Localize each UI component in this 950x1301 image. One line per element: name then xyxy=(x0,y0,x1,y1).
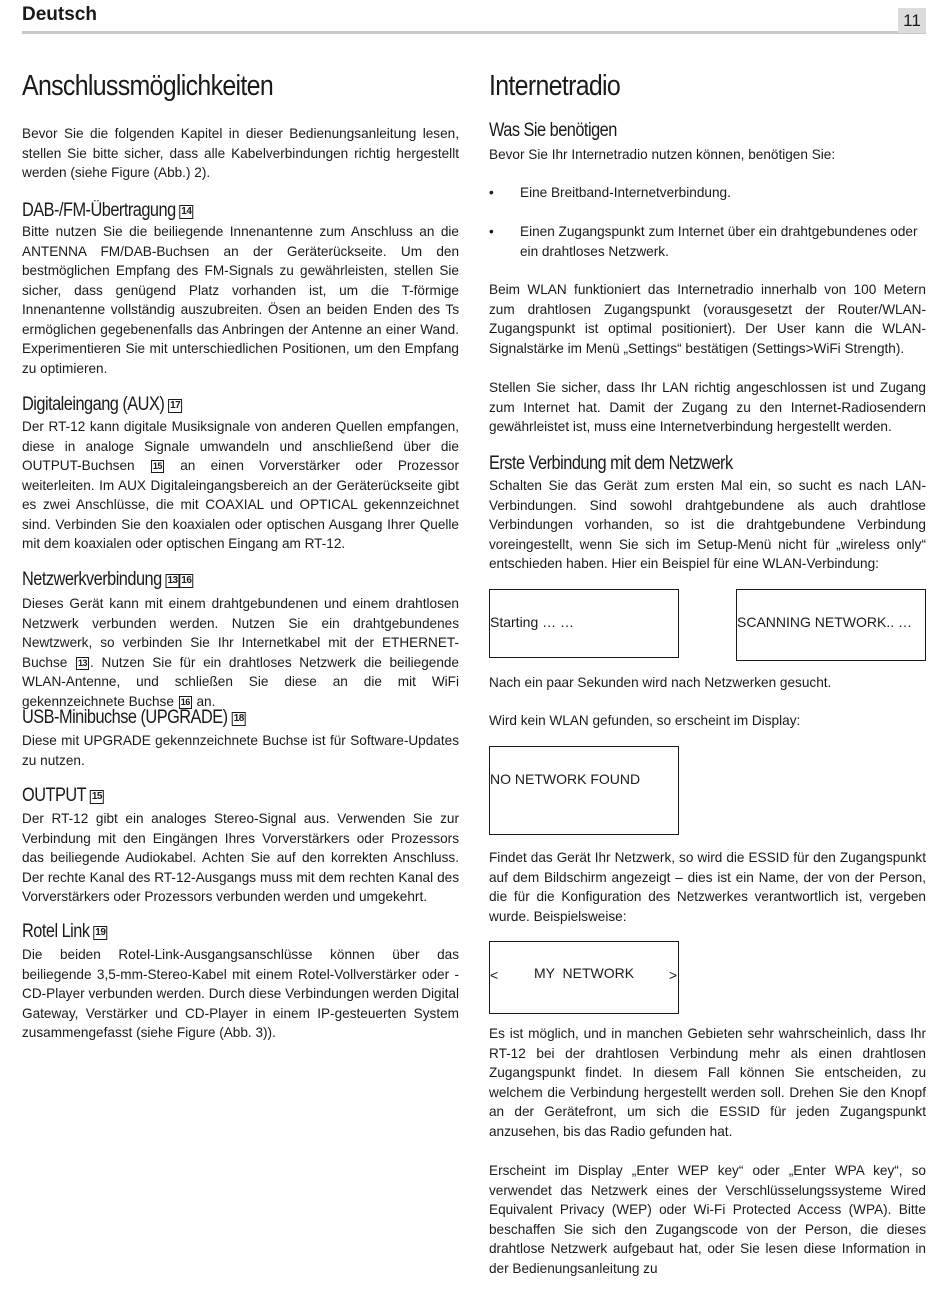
after-scan-text: Nach ein paar Sekunden wird nach Netzwerken gesucht. xyxy=(489,675,832,690)
reference-badge: 14 xyxy=(181,206,192,217)
reference-badge: 16 xyxy=(181,575,192,586)
text-part: an einen Vorverstärker oder Prozessor weiterleiten. Im AUX Digitaleingangsbereich an der Geräterückseite gibt es zwei Anschlüsse, die mit COAXIAL und OPTICAL gekennzeichnet sind. Verbinden Sie den koaxialen oder optischen Ausgang Ihrer Quelle mit dem koaxialen oder optischen Eingang am RT-12. xyxy=(22,458,460,551)
display-starting xyxy=(489,589,679,658)
wep-wpa-paragraph: Erscheint im Display „Enter WEP key“ oder „Enter WPA key“, so verwendet das Netzwerk eines der Verschlüsselungssysteme Wired Equivalent Privacy (WEP) oder Wi-Fi Protected Access (WPA). Bitte beschaffen Sie sich den Zugangscode von der Person, die dieses drahtlose Netzwerk aufgebaut hat, oder Sie lesen diese Information in der Bedienungsanleitung zu xyxy=(489,1163,926,1276)
multiple-access-points-paragraph: Es ist möglich, und in manchen Gebieten sehr wahrscheinlich, dass Ihr RT-12 bei der drahtlosen Verbindung mehr als einen drahtlosen Zugangspunkt findet. In diesem Fall können Sie entscheiden, zu welchem die Verbindung hergestellt werden soll. Drehen Sie den Knopf an der Gerätefront, um sich die ESSID für jeden Zugangspunkt anzusehen, bis das Radio gefunden hat. xyxy=(489,1026,926,1139)
dab-fm-heading xyxy=(22,200,194,222)
digital-input-heading xyxy=(22,394,182,416)
output-paragraph: Der RT-12 gibt ein analoges Stereo-Signal aus. Verwenden Sie zur Verbindung mit den Eingängen Ihres Vorverstärkers oder Prozessors das beiliegende Audiokabel. Achten Sie auf den korrekten Anschluss. Der rechte Kanal des RT-12-Ausgangs muss mit dem rechten Kanal des Vorverstärkers oder Prozessors verbunden werden und umgekehrt. xyxy=(22,811,459,904)
reference-badge: 19 xyxy=(95,927,106,938)
no-wlan-text: Wird kein WLAN gefunden, so erscheint im Display: xyxy=(489,713,801,728)
network-paragraph xyxy=(22,594,459,711)
display-network-name xyxy=(489,941,679,1014)
text-part: Der RT-12 kann digitale Musiksignale von anderen Quellen empfangen, diese in analoge Signale umwandeln und anschließend über die OUTPUT-Buchsen xyxy=(22,419,459,473)
section-title: Internetradio xyxy=(489,70,621,102)
reference-badge: 13 xyxy=(78,657,88,668)
display-right-arrow: > xyxy=(669,967,678,983)
text-part: an. xyxy=(196,693,216,709)
display-scanning xyxy=(736,589,926,661)
bullet-icon: • xyxy=(489,185,494,200)
reference-badge: 16 xyxy=(180,696,190,707)
list-item-text: Eine Breitband-Internetverbindung. xyxy=(520,185,731,200)
heading-text: Netzwerkverbindung xyxy=(22,569,162,590)
first-connection-paragraph: Schalten Sie das Gerät zum ersten Mal ein, so sucht es nach LAN-Verbindungen. Sind sowohl drahtgebundene als auch drahtlose Verbindungen vorhanden, so ist die drahtgebundene Verbindung voreingestellt, wenn Sie sich im Setup-Menü nicht für „wireless only“ entschieden haben. Hier ein Beispiel für eine WLAN-Verbindung: xyxy=(489,478,926,571)
network-found-paragraph: Findet das Gerät Ihr Netzwerk, so wird die ESSID für den Zugangspunkt auf dem Bildschirm angezeigt – dies ist ein Name, der von der Person, die für die Konfiguration des Netzwerkes verantwortlich ist, vergeben wurde. Beispielsweise: xyxy=(489,850,926,924)
first-connection-heading: Erste Verbindung mit dem Netzwerk xyxy=(489,453,733,474)
heading-text: Digitaleingang (AUX) xyxy=(22,394,165,415)
display-no-network xyxy=(489,746,679,835)
display-text: NO NETWORK FOUND xyxy=(490,771,641,787)
display-left-arrow: < xyxy=(490,967,499,983)
digital-input-paragraph xyxy=(22,417,459,554)
display-text: SCANNING NETWORK.. … xyxy=(737,614,913,630)
dab-fm-paragraph: Bitte nutzen Sie die beiliegende Innenantenne zum Anschluss an die ANTENNA FM/DAB-Buchsen an der Geräterückseite. Um den bestmöglichen Empfang des FM-Signals zu gewährleisten, stellen Sie sicher, dass genügend Platz vorhanden ist, um die T-förmige Innenantenne vollständig auszubreiten. Ösen an beiden Enden des Ts ermöglichen gegebenenfalls das Anbringen der Antenne an einer Wand. Experimentieren Sie mit unterschiedlichen Positionen, um den Empfang zu optimieren. xyxy=(22,224,459,376)
display-text: MY NETWORK xyxy=(534,965,635,981)
network-heading xyxy=(22,569,193,591)
text-part: . Nutzen Sie für ein drahtloses Netzwerk die beiliegende WLAN-Antenne, und schließen Sie diese an die mit WiFi gekennzeichnete Buchse xyxy=(22,654,459,709)
requirements-intro: Bevor Sie Ihr Internetradio nutzen können, benötigen Sie: xyxy=(489,147,836,162)
requirements-heading: Was Sie benötigen xyxy=(489,120,617,141)
reference-badge: 17 xyxy=(170,400,181,411)
rotel-link-heading xyxy=(22,921,107,943)
heading-text: DAB-/FM-Übertragung xyxy=(22,200,176,221)
intro-paragraph: Bevor Sie die folgenden Kapitel in dieser Bedienungsanleitung lesen, stellen Sie bitte sicher, dass alle Kabelverbindungen richtig hergestellt werden (siehe Figure (Abb.) 2). xyxy=(22,126,459,180)
bullet-icon: • xyxy=(489,224,494,239)
usb-paragraph: Diese mit UPGRADE gekennzeichnete Buchse ist für Software-Updates zu nutzen. xyxy=(22,733,459,768)
rotel-link-paragraph: Die beiden Rotel-Link-Ausgangsanschlüsse können über das beiliegende 3,5-mm-Stereo-Kabel mit einem Rotel-Vollverstärker oder -CD-Player verbunden werden. Durch diese Verbindungen werden Digital Gateway, Verstärker und CD-Player in einem IP-gesteuerten System zusammengefasst (siehe Figure (Abb. 3)). xyxy=(22,947,459,1040)
reference-badge: 13 xyxy=(167,575,178,586)
reference-badge: 18 xyxy=(233,713,244,724)
reference-badge: 15 xyxy=(91,791,102,802)
output-heading xyxy=(22,785,104,807)
header-language: Deutsch xyxy=(22,4,97,25)
reference-badge: 15 xyxy=(152,461,162,471)
usb-heading xyxy=(22,707,245,729)
text-part: Dieses Gerät kann mit einem drahtgebundenen und einem drahtlosen Netzwerk verbunden werden. Nutzen Sie ein drahtgebundenes Newtzwerk, so verbinden Sie Ihr Internetkabel mit der ETHERNET-Buchse xyxy=(22,596,459,670)
display-text: Starting … … xyxy=(490,614,575,630)
section-title: Anschlussmöglichkeiten xyxy=(22,70,274,102)
wlan-paragraph: Beim WLAN funktioniert das Internetradio innerhalb von 100 Metern zum drahtlosen Zugangspunkt (vorausgesetzt der Router/WLAN-Zugangspunkt ist optimal positioniert). Der User kann die WLAN-Signalstärke im Menü „Settings“ bestätigen (Settings>WiFi Strength). xyxy=(489,282,926,356)
header-rule xyxy=(22,31,926,34)
heading-text: OUTPUT xyxy=(22,785,86,806)
heading-text: USB-Minibuchse (UPGRADE) xyxy=(22,707,228,728)
lan-paragraph: Stellen Sie sicher, dass Ihr LAN richtig angeschlossen ist und Zugang zum Internet hat. Damit der Zugang zu den Internet-Radiosendern gewährleistet ist, muss eine Internetverbindung hergestellt werden. xyxy=(489,380,926,434)
page-number: 11 xyxy=(898,8,926,33)
heading-text: Rotel Link xyxy=(22,921,90,942)
list-item-text: Einen Zugangspunkt zum Internet über ein drahtgebundenes oder ein drahtloses Netzwerk. xyxy=(520,224,918,259)
